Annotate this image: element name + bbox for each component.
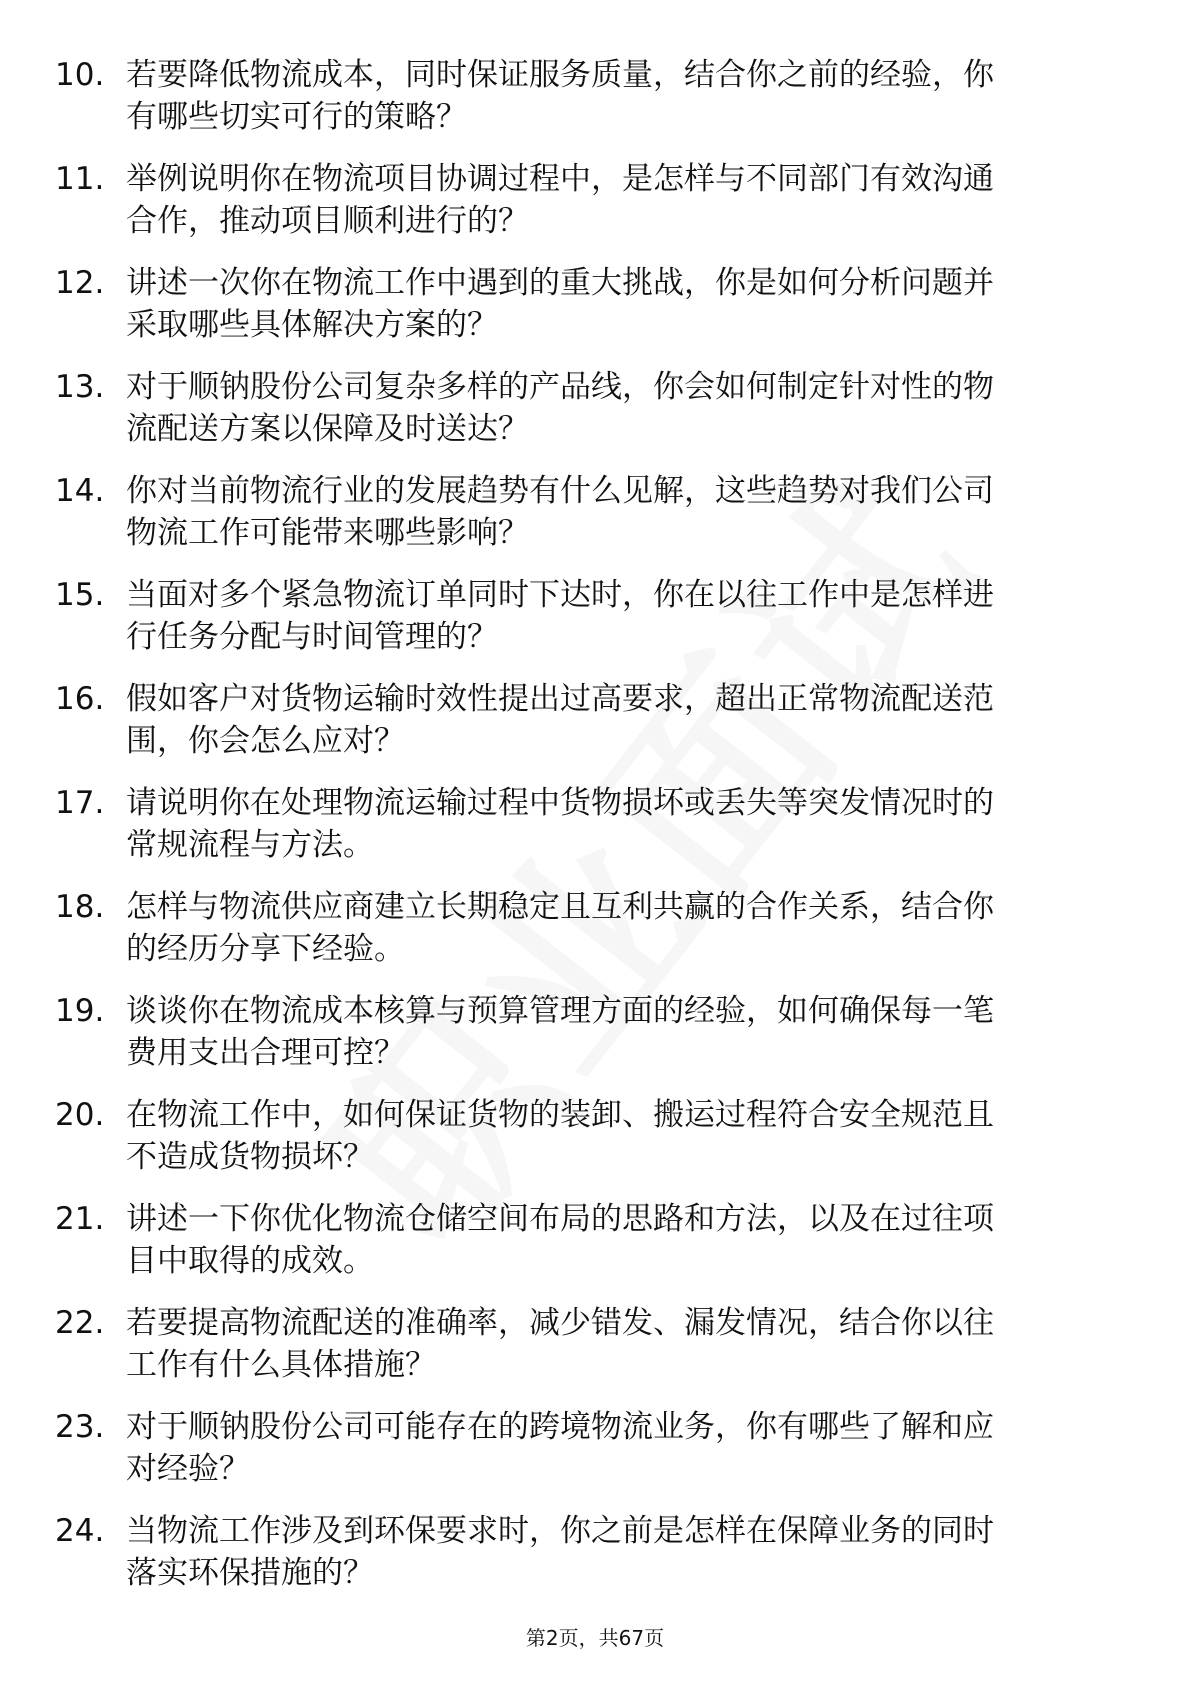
question-number: 18. xyxy=(55,889,105,925)
question-item xyxy=(0,158,1190,262)
question-text-line: 怎样与物流供应商建立长期稳定且互利共赢的合作关系，结合你 xyxy=(126,889,994,925)
question-text xyxy=(126,678,1116,762)
question-text-line: 对经验？ xyxy=(126,1451,250,1487)
question-number: 10. xyxy=(55,57,105,93)
question-text-line: 的经历分享下经验。 xyxy=(126,931,405,967)
question-number: 23. xyxy=(55,1409,105,1445)
question-item xyxy=(0,574,1190,678)
page-number-footer: 第2页，共67页 xyxy=(525,1626,665,1650)
question-text-line: 物流工作可能带来哪些影响？ xyxy=(126,515,529,551)
question-text xyxy=(126,54,1116,138)
question-text-line: 围，你会怎么应对？ xyxy=(126,723,405,759)
question-text-line: 讲述一下你优化物流仓储空间布局的思路和方法，以及在过往项 xyxy=(126,1201,994,1237)
question-number: 24. xyxy=(55,1513,105,1549)
question-number: 15. xyxy=(55,577,105,613)
question-text xyxy=(126,158,1116,242)
question-number: 21. xyxy=(55,1201,105,1237)
question-text-line: 当物流工作涉及到环保要求时，你之前是怎样在保障业务的同时 xyxy=(126,1513,994,1549)
question-text-line: 合作，推动项目顺利进行的？ xyxy=(126,203,529,239)
question-text-line: 目中取得的成效。 xyxy=(126,1243,374,1279)
question-text-line: 对于顺钠股份公司可能存在的跨境物流业务，你有哪些了解和应 xyxy=(126,1409,994,1445)
question-text xyxy=(126,1510,1116,1594)
question-item xyxy=(0,1198,1190,1302)
question-text-line: 常规流程与方法。 xyxy=(126,827,374,863)
question-item xyxy=(0,262,1190,366)
question-list xyxy=(0,54,1190,1614)
question-number: 14. xyxy=(55,473,105,509)
question-number: 11. xyxy=(55,161,105,197)
question-text-line: 当面对多个紧急物流订单同时下达时，你在以往工作中是怎样进 xyxy=(126,577,994,613)
question-item xyxy=(0,1510,1190,1614)
question-text xyxy=(126,1094,1116,1178)
question-text xyxy=(126,262,1116,346)
question-text-line: 不造成货物损坏？ xyxy=(126,1139,374,1175)
question-text-line: 假如客户对货物运输时效性提出过高要求，超出正常物流配送范 xyxy=(126,681,994,717)
question-item xyxy=(0,782,1190,886)
question-number: 16. xyxy=(55,681,105,717)
question-number: 22. xyxy=(55,1305,105,1341)
question-text xyxy=(126,886,1116,970)
question-item xyxy=(0,990,1190,1094)
question-text xyxy=(126,470,1116,554)
question-text-line: 请说明你在处理物流运输过程中货物损坏或丢失等突发情况时的 xyxy=(126,785,994,821)
question-number: 17. xyxy=(55,785,105,821)
question-number: 12. xyxy=(55,265,105,301)
question-text-line: 落实环保措施的？ xyxy=(126,1555,374,1591)
question-text xyxy=(126,990,1116,1074)
question-item xyxy=(0,1406,1190,1510)
question-number: 19. xyxy=(55,993,105,1029)
question-text xyxy=(126,782,1116,866)
question-text-line: 对于顺钠股份公司复杂多样的产品线，你会如何制定针对性的物 xyxy=(126,369,994,405)
question-text xyxy=(126,366,1116,450)
question-text-line: 行任务分配与时间管理的？ xyxy=(126,619,498,655)
question-text-line: 谈谈你在物流成本核算与预算管理方面的经验，如何确保每一笔 xyxy=(126,993,994,1029)
question-text-line: 举例说明你在物流项目协调过程中，是怎样与不同部门有效沟通 xyxy=(126,161,994,197)
question-text-line: 若要降低物流成本，同时保证服务质量，结合你之前的经验，你 xyxy=(126,57,994,93)
question-item xyxy=(0,1302,1190,1406)
question-item xyxy=(0,886,1190,990)
question-text xyxy=(126,574,1116,658)
question-text-line: 工作有什么具体措施？ xyxy=(126,1347,436,1383)
question-item xyxy=(0,1094,1190,1198)
question-text-line: 费用支出合理可控？ xyxy=(126,1035,405,1071)
question-item xyxy=(0,470,1190,574)
question-number: 13. xyxy=(55,369,105,405)
question-text xyxy=(126,1406,1116,1490)
question-text-line: 有哪些切实可行的策略？ xyxy=(126,99,467,135)
question-text-line: 你对当前物流行业的发展趋势有什么见解，这些趋势对我们公司 xyxy=(126,473,994,509)
question-text-line: 流配送方案以保障及时送达？ xyxy=(126,411,529,447)
question-text-line: 在物流工作中，如何保证货物的装卸、搬运过程符合安全规范且 xyxy=(126,1097,994,1133)
question-text-line: 采取哪些具体解决方案的？ xyxy=(126,307,498,343)
question-item xyxy=(0,54,1190,158)
question-item xyxy=(0,366,1190,470)
question-item xyxy=(0,678,1190,782)
question-text-line: 讲述一次你在物流工作中遇到的重大挑战，你是如何分析问题并 xyxy=(126,265,994,301)
question-text-line: 若要提高物流配送的准确率，减少错发、漏发情况，结合你以往 xyxy=(126,1305,994,1341)
question-text xyxy=(126,1198,1116,1282)
question-number: 20. xyxy=(55,1097,105,1133)
question-text xyxy=(126,1302,1116,1386)
